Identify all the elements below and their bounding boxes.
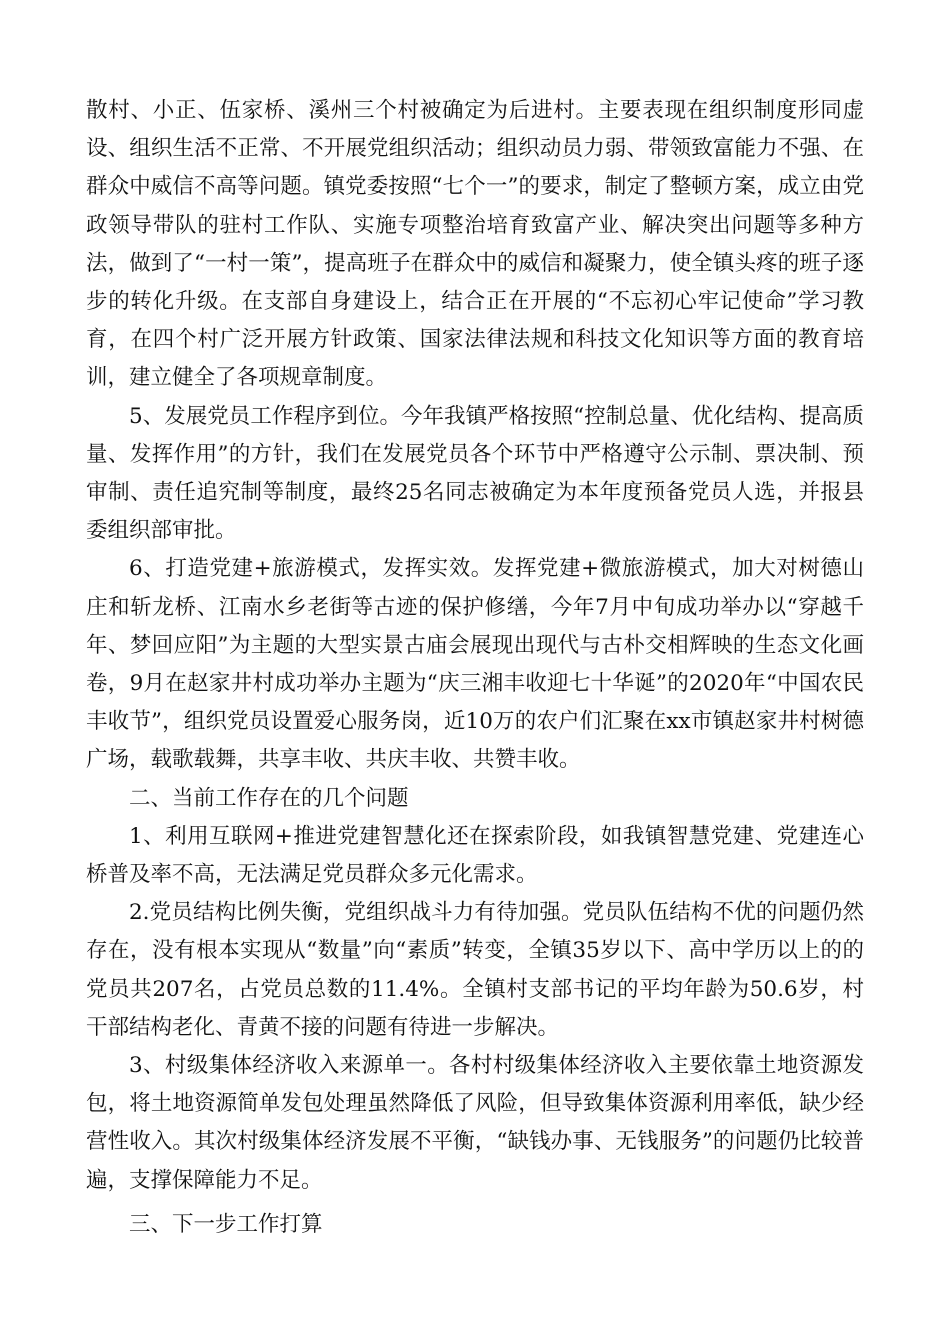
- paragraph-problem-1: 1、利用互联网+推进党建智慧化还在探索阶段，如我镇智慧党建、党建连心桥普及率不高，无法满足党员群众多元化需求。: [86, 823, 864, 888]
- paragraph-problem-3: 3、村级集体经济收入来源单一。各村村级集体经济收入主要依靠土地资源发包，将土地资源简单发包处理虽然降低了风险，但导致集体资源利用率低，缺少经营性收入。其次村级集体经济发展不平衡，“缺钱办事、无钱服务”的问题仍比较普遍，支撑保障能力不足。: [86, 1053, 864, 1193]
- paragraph-problem-2: 2.党员结构比例失衡，党组织战斗力有待加强。党员队伍结构不优的问题仍然存在，没有根本实现从“数量”向“素质”转变，全镇35岁以下、高中学历以上的的党员共207名，占党员总数的11.4%。全镇村支部书记的平均年龄为50.6岁，村干部结构老化、青黄不接的问题有待进一步解决。: [86, 900, 864, 1040]
- section-heading-2: 二、当前工作存在的几个问题: [129, 785, 409, 811]
- paragraph-continuation: 散村、小正、伍家桥、溪州三个村被确定为后进村。主要表现在组织制度形同虚设、组织生活不正常、不开展党组织活动；组织动员力弱、带领致富能力不强、在群众中威信不高等问题。镇党委按照“七个一”的要求，制定了整顿方案，成立由党政领导带队的驻村工作队、实施专项整治培育致富产业、解决突出问题等多种方法，做到了“一村一策”，提高班子在群众中的威信和凝聚力，使全镇头疼的班子逐步的转化升级。在支部自身建设上，结合正在开展的“不忘初心牢记使命”学习教育，在四个村广泛开展方针政策、国家法律法规和科技文化知识等方面的教育培训，建立健全了各项规章制度。: [86, 98, 864, 391]
- section-heading-3: 三、下一步工作打算: [129, 1211, 323, 1237]
- paragraph-item-5: 5、发展党员工作程序到位。今年我镇严格按照“控制总量、优化结构、提高质量、发挥作用”的方针，我们在发展党员各个环节中严格遵守公示制、票决制、预审制、责任追究制等制度，最终25名同志被确定为本年度预备党员人选，并报县委组织部审批。: [86, 403, 864, 544]
- document-page: [86, 92, 864, 1244]
- paragraph-item-6: 6、打造党建+旅游模式，发挥实效。发挥党建+微旅游模式，加大对树德山庄和斩龙桥、江南水乡老街等古迹的保护修缮，今年7月中旬成功举办以“穿越千年、梦回应阳”为主题的大型实景古庙会展现出现代与古朴交相辉映的生态文化画卷，9月在赵家井村成功举办主题为“庆三湘丰收迎七十华诞”的2020年“中国农民丰收节”，组织党员设置爱心服务岗，近10万的农户们汇聚在xx市镇赵家井村树德广场，载歌载舞，共享丰收、共庆丰收、共赞丰收。: [86, 556, 864, 773]
